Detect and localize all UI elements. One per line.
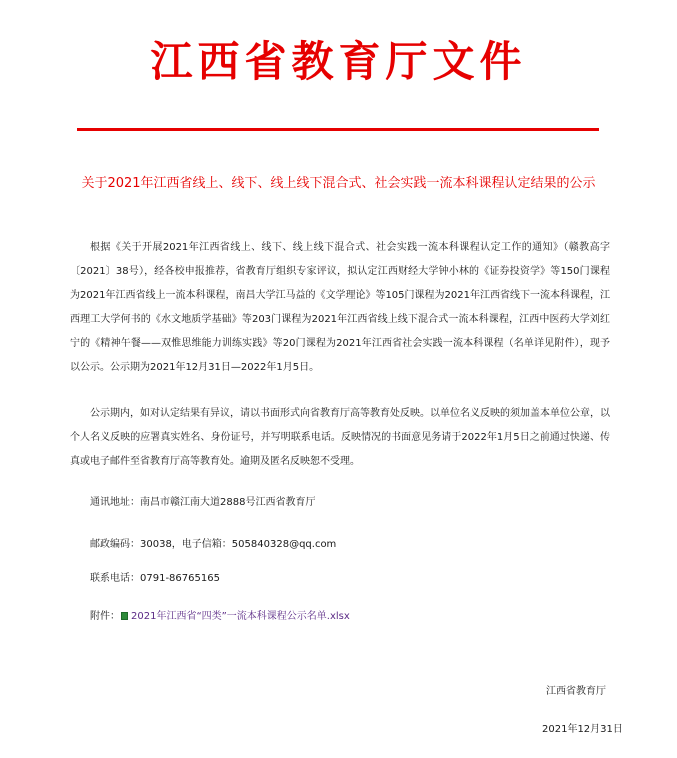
signature-date: 2021年12月31日 [542, 724, 623, 735]
body-paragraph-2: 公示期内，如对认定结果有异议，请以书面形式向省教育厅高等教育处反映。以单位名义反映的须加盖本单位公章，以个人名义反映的应署真实姓名、身份证号，并写明联系电话。反映情况的书面意见务请于2022年1月5日之前通过快递、传真或电子邮件至省教育厅高等教育处。逾期及匿名反映恕不受理。 [70, 408, 610, 467]
body-paragraph-1: 根据《关于开展2021年江西省线上、线下、线上线下混合式、社会实践一流本科课程认定工作的通知》（赣教高字〔2021〕38号），经各校申报推荐，省教育厅组织专家评议，拟认定江西财经大学钟小林的《证券投资学》等150门课程为2021年江西省线上一流本科课程，南昌大学江马益的《文学理论》等105门课程为2021年江西省线下一流本科课程，江西理工大学何书的《水文地质学基础》等203门课程为2021年江西省线上线下混合式一流本科课程，江西中医药大学刘红宁的《精神午餐——双惟思维能力训练实践》等20门课程为2021年江西省社会实践一流本科课程（名单详见附件），现予以公示。公示期为2021年12月31日—2022年1月5日。 [70, 242, 610, 373]
document-title: 关于2021年江西省线上、线下、线上线下混合式、社会实践一流本科课程认定结果的公示 [81, 176, 596, 191]
attachment-link[interactable]: 2021年江西省“四类”一流本科课程公示名单.xlsx [131, 611, 350, 622]
document-header-title: 江西省教育厅文件 [150, 37, 527, 86]
contact-postal-email: 邮政编码：30038，电子信箱：505840328@qq.com [90, 539, 337, 550]
contact-phone: 联系电话：0791-86765165 [90, 573, 220, 584]
signature-organization: 江西省教育厅 [546, 686, 606, 697]
header-red-rule [77, 128, 599, 131]
xlsx-file-icon [121, 612, 128, 620]
contact-address: 通讯地址：南昌市赣江南大道2888号江西省教育厅 [90, 497, 316, 508]
attachment-label: 附件： [90, 611, 120, 622]
attachment-line [90, 608, 350, 626]
